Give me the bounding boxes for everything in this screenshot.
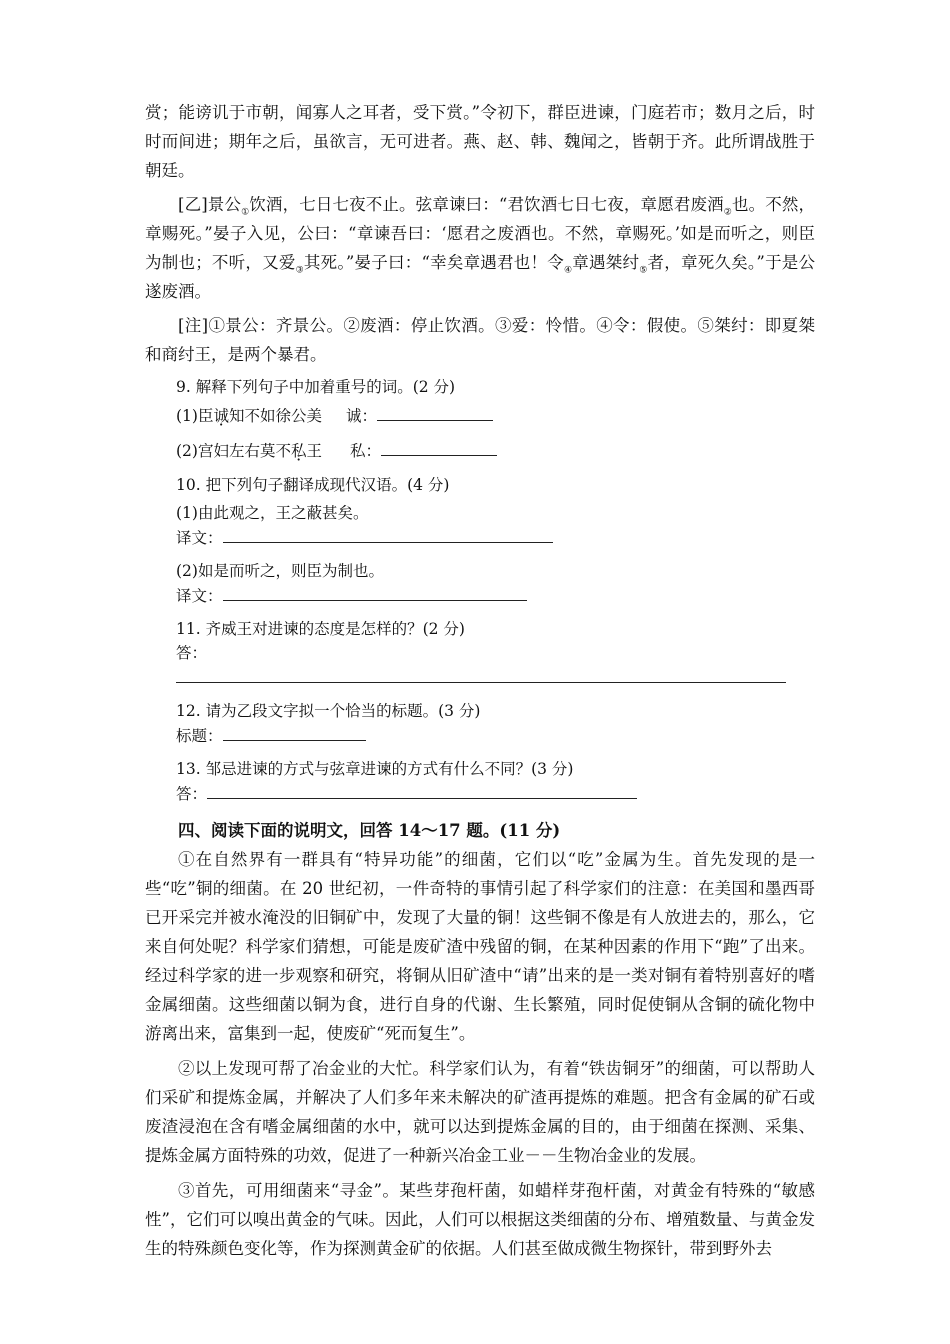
q12-answer-line: 标题： <box>145 723 815 748</box>
q11-answer-blank[interactable] <box>176 665 786 683</box>
q9-answer-blank-2[interactable] <box>381 438 497 456</box>
q10-sentence-2: (2)如是而听之，则臣为制也。 <box>176 562 384 580</box>
q13-title: 13. 邹忌进谏的方式与弦章进谏的方式有什么不同？(3 分) <box>176 760 574 778</box>
q11-title: 11. 齐威王对进谏的态度是怎样的？(2 分) <box>176 620 465 638</box>
footnote-marker-1: ① <box>241 207 250 218</box>
emphasis-word-si: 私 <box>290 442 307 460</box>
q10-answer-blank-1[interactable] <box>223 525 553 543</box>
q13-answer-line: 答： <box>145 781 815 806</box>
document-page <box>145 98 815 1263</box>
emphasis-word-cheng: 诚 <box>213 407 229 425</box>
annotation-notes: [注]①景公：齐景公。②废酒：停止饮酒。③爱：怜惜。④令：假使。⑤桀纣：即夏桀和商纣王，是两个暴君。 <box>145 316 815 364</box>
footnote-marker-2: ② <box>723 207 732 218</box>
q11-answer-line: 答： <box>145 641 815 690</box>
q13-answer-blank[interactable] <box>207 781 637 799</box>
footnote-marker-4: ④ <box>563 265 573 276</box>
expository-paragraph-3: ③首先，可用细菌来“寻金”。某些芽孢杆菌，如蜡样芽孢杆菌，对黄金有特殊的“敏感性”，它们可以嗅出黄金的气味。因此，人们可以根据这类细菌的分布、增殖数量、与黄金发生的特殊颜色变化等，作为探测黄金矿的依据。人们甚至做成微生物探针，带到野外去 <box>145 1181 815 1258</box>
q9-item-1: (1)臣诚知不如徐公美 诚： <box>145 403 815 428</box>
passage-yi: [乙]景公$_①$饮酒，七日七夜不止。弦章谏曰：“君饮酒七日七夜，章愿君废酒$_②$也。不然，章赐死。”晏子入见，公曰：“章谏吾曰：‘愿君之废酒也。不然，章赐死。’如是而听之，则臣为制也；不听，又爱$_③$其死。”晏子曰：“幸矣章遇君也！令$_④$章遇桀纣$_⑤$者，章死久矣。”于是公遂废酒。 <box>145 195 816 301</box>
section-4-heading: 四、阅读下面的说明文，回答 14～17 题。(11 分) <box>178 821 561 840</box>
q9-answer-blank-1[interactable] <box>377 403 493 421</box>
passage-jia-tail: 赏；能谤讥于市朝，闻寡人之耳者，受下赏。”令初下，群臣进谏，门庭若市；数月之后，时时而间进；期年之后，虽欲言，无可进者。燕、赵、韩、魏闻之，皆朝于齐。此所谓战胜于朝廷。 <box>145 103 815 180</box>
q9-item-2: (2)宫妇左右莫不私王 私： <box>145 438 815 463</box>
q10-answer-line-2: 译文： <box>145 583 815 608</box>
footnote-marker-5: ⑤ <box>639 265 648 276</box>
q10-sentence-1: (1)由此观之，王之蔽甚矣。 <box>176 504 369 522</box>
q12-answer-blank[interactable] <box>223 723 366 741</box>
q10-title: 10. 把下列句子翻译成现代汉语。(4 分) <box>176 476 450 494</box>
expository-paragraph-1: ①在自然界有一群具有“特异功能”的细菌，它们以“吃”金属为生。首先发现的是一些“吃”铜的细菌。在 20 世纪初，一件奇特的事情引起了科学家们的注意：在美国和墨西哥已开采完并被水淹没的旧铜矿中，发现了大量的铜！这些铜不像是有人放进去的，那么，它来自何处呢？科学家们猜想，可能是废矿渣中残留的铜，在某种因素的作用下“跑”了出来。经过科学家的进一步观察和研究，将铜从旧矿渣中“请”出来的是一类对铜有着特别喜好的嗜金属细菌。这些细菌以铜为食，进行自身的代谢、生长繁殖，同时促使铜从含铜的硫化物中游离出来，富集到一起，使废矿“死而复生”。 <box>145 850 815 1043</box>
q9-title: 9. 解释下列句子中加着重号的词。(2 分) <box>176 378 456 396</box>
expository-paragraph-2: ②以上发现可帮了冶金业的大忙。科学家们认为，有着“铁齿铜牙”的细菌，可以帮助人们采矿和提炼金属，并解决了人们多年来未解决的矿渣再提炼的难题。把含有金属的矿石或废渣浸泡在含有嗜金属细菌的水中，就可以达到提炼金属的目的，由于细菌在探测、采集、提炼金属方面特殊的功效，促进了一种新兴冶金工业－－生物冶金业的发展。 <box>145 1059 815 1165</box>
q12-title: 12. 请为乙段文字拟一个恰当的标题。(3 分) <box>176 702 481 720</box>
footnote-marker-3: ③ <box>295 265 304 276</box>
q10-answer-blank-2[interactable] <box>223 583 527 601</box>
q10-answer-line-1: 译文： <box>145 525 815 550</box>
